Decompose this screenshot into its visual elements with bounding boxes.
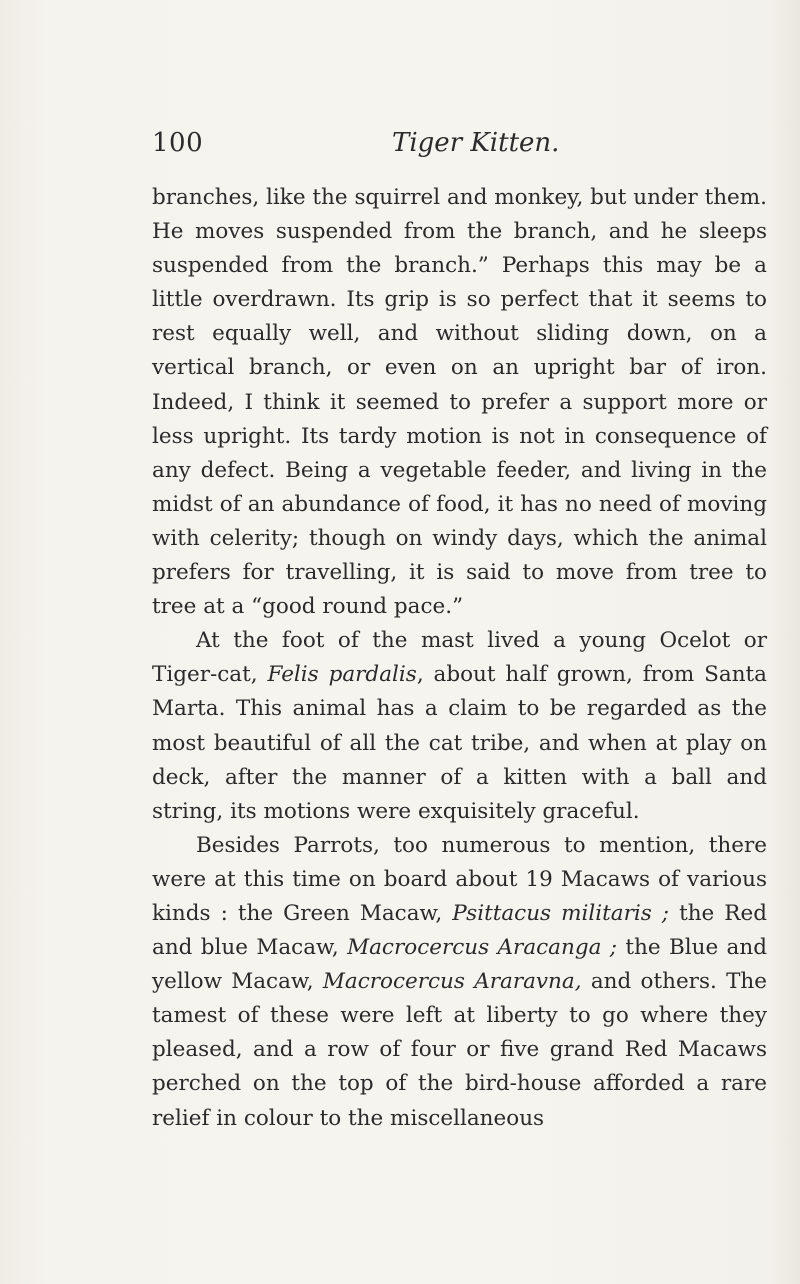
species-name-felis-pardalis: Felis pardalis bbox=[267, 662, 417, 688]
paragraph-2-text-a: At the foot of the mast lived a young Ocelot or Tiger-cat, bbox=[152, 628, 767, 688]
paragraph-1: branches, like the squirrel and monkey, but under them. He moves suspended from the branch, and he sleeps suspended from the branch.” Perhaps this may be a little overdrawn. Its grip is so perfect that it seems to rest equally well, and without sliding down, on a vertical branch, or even on an upright bar of iron. Indeed, I think it seemed to prefer a support more or less upright. Its tardy motion is not in consequence of any defect. Being a vegetable feeder, and living in the midst of an abundance of food, it has no need of moving with celerity; though on windy days, which the animal prefers for travelling, it is said to move from tree to tree at a “good round pace.” bbox=[152, 185, 767, 620]
paragraph-3-text-b: the Red and blue Macaw, bbox=[152, 900, 767, 961]
page-number: 100 bbox=[152, 128, 204, 158]
page-header bbox=[152, 128, 767, 168]
paragraph-3 bbox=[152, 829, 767, 1136]
paragraph-3-text-a: Besides Parrots, too numerous to mention, there were at this time on board about 19 Macaws of various kinds : the Green Macaw, bbox=[152, 832, 767, 926]
running-title: Tiger Kitten. bbox=[392, 128, 560, 158]
species-name-macrocercus-araravna: Macrocercus Araravna, bbox=[322, 969, 582, 995]
paragraph-2-text-b: , about half grown, from Santa Marta. This animal has a claim to be regarded as the most beautiful of all the cat tribe, and when at play on deck, after the manner of a kitten with a ball and string, its motions were exquisitely graceful. bbox=[152, 662, 767, 824]
body-text bbox=[152, 181, 767, 1136]
species-name-psittacus-militaris: Psittacus militaris ; bbox=[452, 900, 670, 926]
species-name-macrocercus-aracanga: Macrocercus Aracanga ; bbox=[347, 935, 618, 961]
paragraph-3-text-c: the Blue and yellow Macaw, bbox=[152, 935, 767, 995]
paragraph-3-text-d: and others. The tamest of these were left at liberty to go where they pleased, and a row of four or five grand Red Macaws perched on the top of the bird-house afforded a rare relief in colour to the miscellaneous bbox=[152, 969, 767, 1131]
paragraph-2 bbox=[152, 624, 767, 829]
